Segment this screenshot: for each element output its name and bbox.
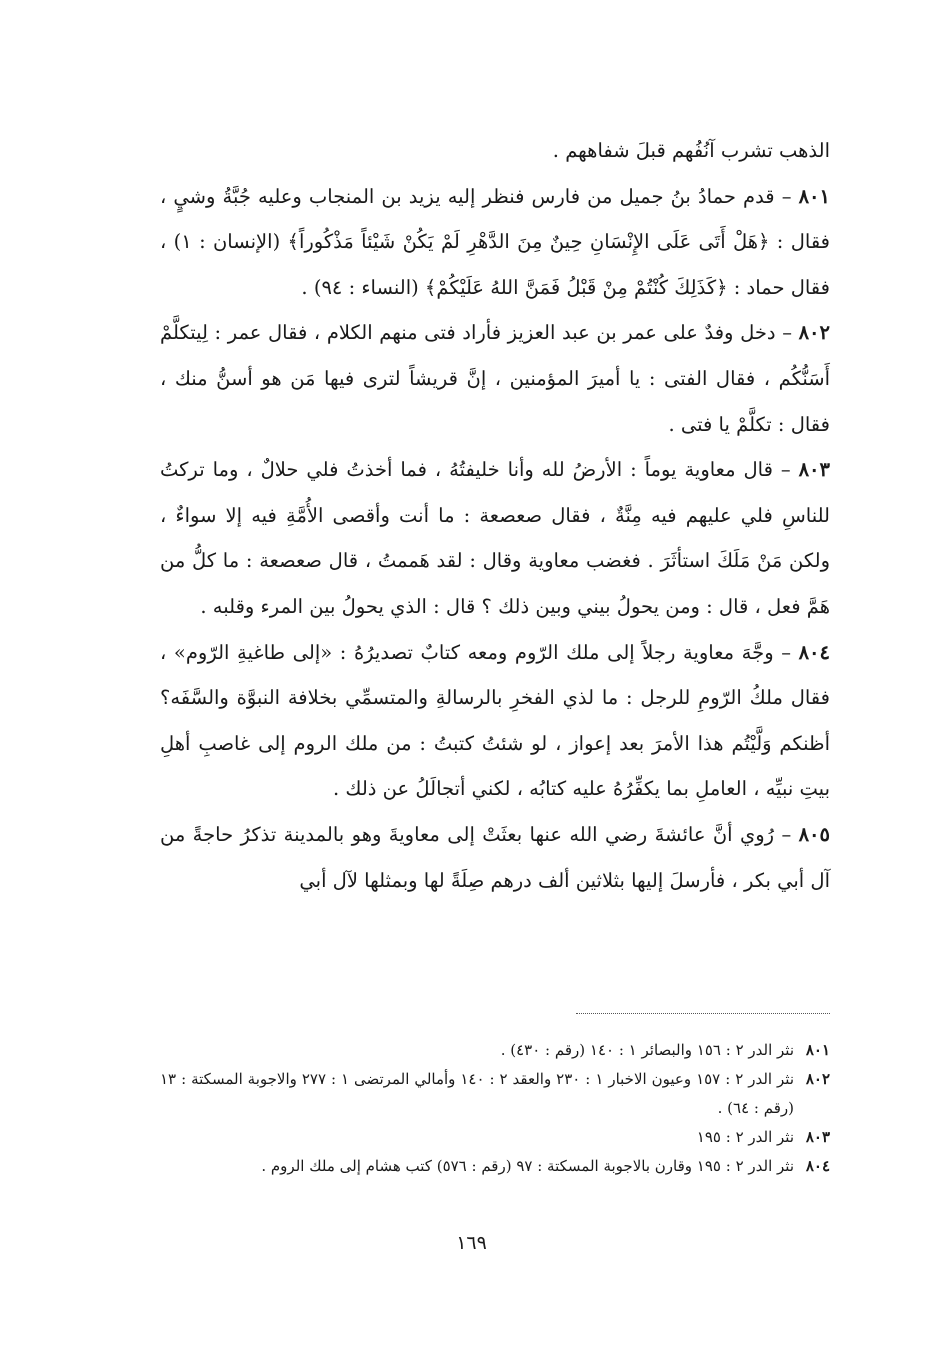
paragraph-804 (160, 630, 830, 812)
footnote-804 (160, 1152, 830, 1181)
footnote-number: ٨٠٤ (805, 1157, 830, 1175)
footnote-801 (160, 1036, 830, 1065)
footnote-803 (160, 1123, 830, 1152)
footnote-text: نثر الدر ٢ : ١٩٥ وقارن بالاجوبة المسكتة : ٩٧ (رقم : ٥٧٦) كتب هشام إلى ملك الروم . (261, 1157, 794, 1175)
footnote-text: نثر الدر ٢ : ١٥٧ وعيون الاخبار ١ : ٢٣٠ والعقد ٢ : ١٤٠ وأمالي المرتضى ١ : ٢٧٧ والاجوبة المسكتة : ١٣ (رقم : ٦٤) . (160, 1070, 795, 1117)
entry-number: ٨٠٤ (798, 640, 830, 664)
footnote-number: ٨٠٣ (805, 1128, 830, 1146)
page-number: ١٦٩ (456, 1232, 487, 1254)
paragraph-text: الذهب تشرب آنُفُهم قبلَ شفاههم . (552, 139, 830, 162)
entry-number: ٨٠٣ (798, 458, 830, 482)
paragraph-text: – قدم حمادُ بنُ جميل من فارس فنظر إليه يزيد بن المنجاب وعليه جُبَّةُ وشيٍ ، فقال : ﴿هَلْ أَتَى عَلَى الإِنْسَانِ حِينٌ مِنَ الدَّهْرِ لَمْ يَكُنْ شَيْئاً مَذْكُوراً﴾ (الإنسان : ١) ، فقال حماد : ﴿كَذَلِكَ كُنْتُمْ مِنْ قَبْلُ فَمَنَّ اللهُ عَلَيْكُمْ﴾ (النساء : ٩٤) . (160, 184, 831, 299)
footnote-text: نثر الدر ٢ : ١٥٦ والبصائر ١ : ١٤٠ (رقم : ٤٣٠) . (500, 1041, 794, 1059)
footnote-802 (160, 1065, 830, 1123)
paragraph-text: – قال معاوية يوماً : الأرضُ لله وأنا خليفتُهُ ، فما أخذتُ فلي حلالٌ ، وما تركتُ للناسِ فلي عليهم فيه مِنَّةٌ ، فقال صعصعة : ما أنت وأقصى الأُمَّةِ فيه إلا سواءٌ ، ولكن مَنْ مَلَكَ استأثَرَ . فغضب معاوية وقال : لقد هَممتُ ، قال صعصعة : ما كلُّ من هَمَّ فعل ، قال : ومن يحولُ بيني وبين ذلك ؟ قال : الذي يحولُ بين المرء وقلبه . (160, 458, 830, 618)
footnote-number: ٨٠١ (805, 1041, 830, 1059)
paragraph-805 (160, 812, 830, 903)
paragraph-803 (160, 447, 830, 629)
entry-number: ٨٠١ (798, 184, 830, 208)
paragraph-text: – وجَّهَ معاوية رجلاً إلى ملك الرّوم ومعه كتابٌ تصديرُهُ : «إلى طاغيةِ الرّوم» ، فقال ملكُ الرّومِ للرجل : ما لذي الفخرِ بالرسالةِ والمتسمِّي بخلافة النبوَّة والسَّفَه؟ أظنكم وَلَّيْتُم هذا الأمرَ بعد إعواز ، لو شئتُ كتبتُ : من ملك الروم إلى غاصبِ أهلِ بيتِ نبيِّه ، العاملِ بما يكفِّرُهُ عليه كتابُه ، لكني أتجالَلُ عن ذلك . (160, 640, 830, 801)
entry-number: ٨٠٢ (798, 321, 830, 345)
paragraph-802 (160, 310, 830, 447)
main-text (160, 128, 830, 903)
entry-number: ٨٠٥ (798, 822, 830, 846)
paragraph-text: – رُوي أنَّ عائشةَ رضي الله عنها بعثَتْ إلى معاويةَ وهو بالمدينة تذكرُ حاجةً من آل أبي بكر ، فأرسلَ إليها بثلاثين ألف درهم صِلَةً لها وبمثلها لآل أبي (160, 822, 830, 892)
paragraph-continuation (160, 128, 830, 174)
footnote-text: نثر الدر ٢ : ١٩٥ (696, 1128, 794, 1146)
paragraph-801 (160, 174, 830, 311)
footnote-number: ٨٠٢ (805, 1070, 830, 1088)
footnote-separator (576, 1013, 830, 1014)
paragraph-text: – دخل وفدٌ على عمر بن عبد العزيز فأراد فتى منهم الكلام ، فقال عمر : لِيتكلَّمْ أَسَنُّكُم ، فقال الفتى : يا أميرَ المؤمنين ، إنَّ قريشاً لترى فيها مَن هو أسنُّ منك ، فقال : تكلَّمْ يا فتى . (160, 321, 830, 436)
footnotes (160, 1036, 830, 1181)
